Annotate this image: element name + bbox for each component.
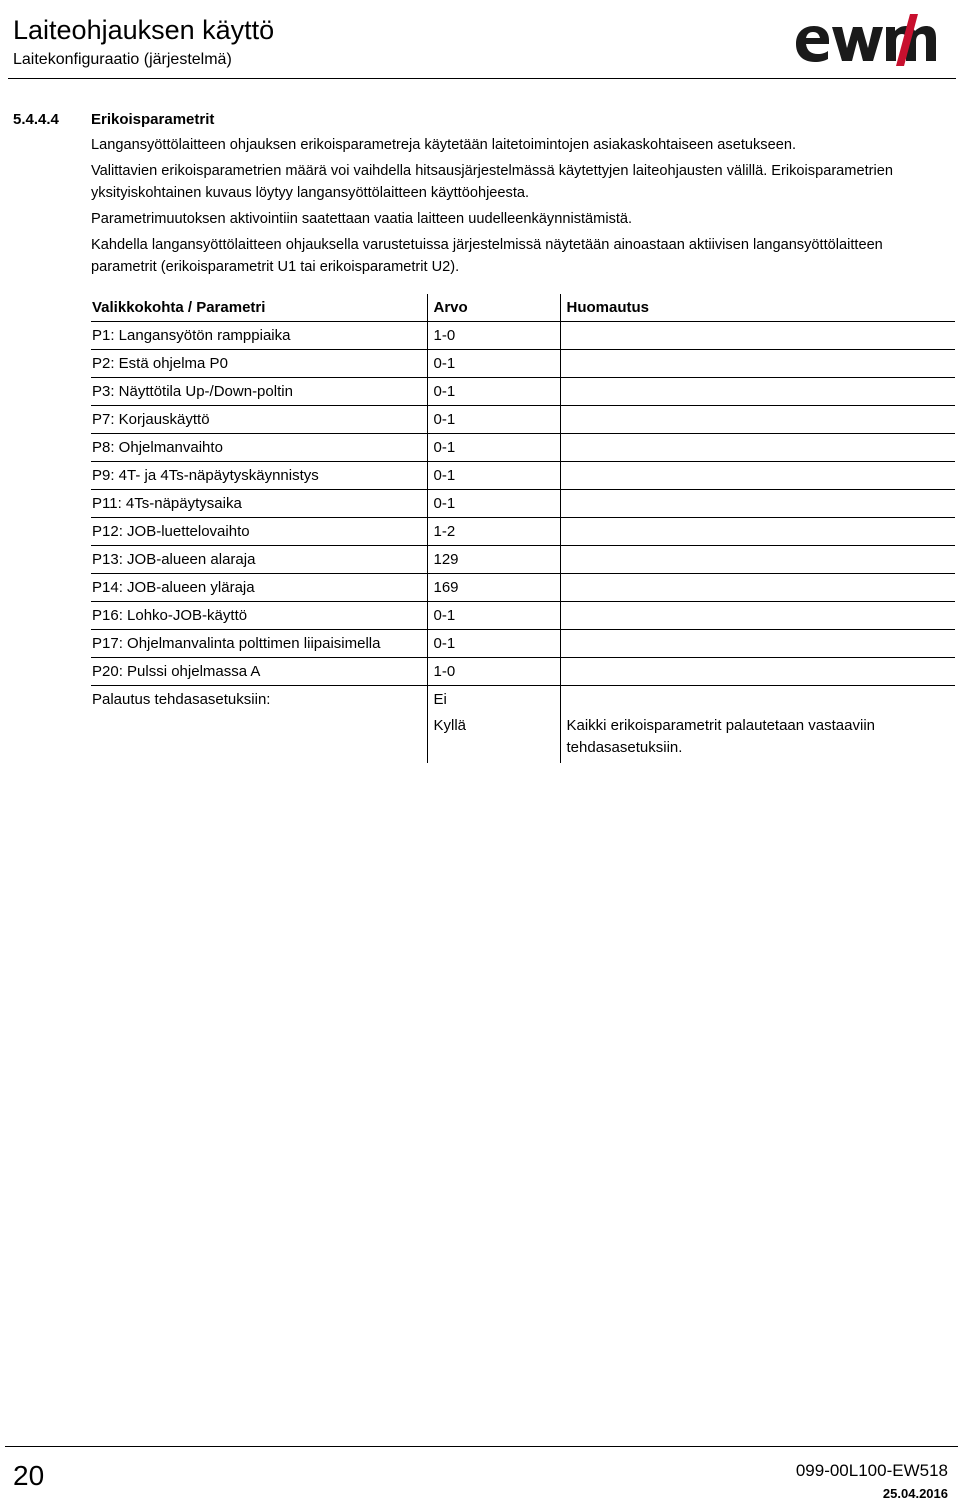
param-name: P2: Estä ohjelma P0	[91, 350, 427, 378]
table-row	[91, 434, 955, 462]
header-note: Huomautus	[560, 294, 955, 322]
param-note	[560, 406, 955, 434]
param-name: P9: 4T- ja 4Ts-näpäytyskäynnistys	[91, 462, 427, 490]
param-note	[560, 434, 955, 462]
table-row	[91, 462, 955, 490]
page-number: 20	[13, 1460, 45, 1491]
param-name	[91, 713, 427, 763]
footer-divider	[5, 1446, 958, 1447]
paragraph-dual-feeder: Kahdella langansyöttölaitteen ohjauksella varustetuissa järjestelmissä näytetään ainoastaan aktiivisen langansyöttölaitteen parametrit (erikoisparametrit U1 tai erikoisparametrit U2).	[91, 237, 883, 275]
reset-note: Kaikki erikoisparametrit palautetaan vastaaviin tehdasasetuksiin.	[560, 713, 955, 763]
param-name: P17: Ohjelmanvalinta polttimen liipaisimella	[91, 630, 427, 658]
document-date: 25.04.2016	[882, 1486, 948, 1501]
param-value: 0-1	[427, 378, 560, 406]
section-title: Erikoisparametrit	[91, 111, 215, 128]
table-row	[91, 546, 955, 574]
param-note	[560, 574, 955, 602]
param-name: P14: JOB-alueen yläraja	[91, 574, 427, 602]
table-row	[91, 350, 955, 378]
param-note	[560, 378, 955, 406]
page-subtitle: Laitekonfiguraatio (järjestelmä)	[13, 51, 232, 68]
param-note	[560, 490, 955, 518]
table-row	[91, 322, 955, 350]
param-name: P16: Lohko-JOB-käyttö	[91, 602, 427, 630]
param-name: Palautus tehdasasetuksiin:	[92, 691, 271, 708]
table-row	[91, 518, 955, 546]
param-note	[560, 462, 955, 490]
param-value: 0-1	[427, 630, 560, 658]
header-value: Arvo	[427, 294, 560, 322]
param-note	[560, 546, 955, 574]
param-name: P20: Pulssi ohjelmassa A	[91, 658, 427, 686]
paragraph-restart: Parametrimuutoksen aktivointiin saatettaan vaatia laitteen uudelleenkäynnistämistä.	[91, 211, 633, 227]
param-value: 1-2	[427, 518, 560, 546]
param-name: P11: 4Ts-näpäytysaika	[91, 490, 427, 518]
param-value: 0-1	[427, 462, 560, 490]
param-note	[560, 658, 955, 686]
table-header-row	[91, 294, 955, 322]
param-value: 0-1	[427, 406, 560, 434]
param-value: 1-0	[427, 322, 560, 350]
header-parameter: Valikkokohta / Parametri	[91, 294, 427, 322]
document-number: 099-00L100-EW518	[795, 1461, 948, 1480]
table-row	[91, 602, 955, 630]
table-row	[91, 574, 955, 602]
param-name: P3: Näyttötila Up-/Down-poltin	[91, 378, 427, 406]
param-name: P8: Ohjelmanvaihto	[91, 434, 427, 462]
paragraph-availability: Valittavien erikoisparametrien määrä voi vaihdella hitsausjärjestelmässä käytettyjen laiteohjausten välillä. Erikoisparametrien yksityiskohtainen kuvaus löytyy langansyöttölaitteen käyttöohjeesta.	[91, 163, 893, 201]
table-row	[91, 658, 955, 686]
param-note	[560, 518, 955, 546]
param-name: P13: JOB-alueen alaraja	[91, 546, 427, 574]
param-value: 0-1	[427, 490, 560, 518]
param-name: P1: Langansyötön ramppiaika	[91, 322, 427, 350]
table-row-reset	[91, 686, 955, 714]
param-value: 1-0	[427, 658, 560, 686]
param-value: 0-1	[427, 602, 560, 630]
param-value: 169	[427, 574, 560, 602]
reset-option-yes: Kyllä	[427, 713, 560, 763]
param-note	[560, 350, 955, 378]
parameter-table	[91, 294, 955, 763]
param-note	[560, 322, 955, 350]
param-name: P12: JOB-luettelovaihto	[91, 518, 427, 546]
param-note	[560, 630, 955, 658]
param-note	[560, 602, 955, 630]
table-row-reset-yes	[91, 713, 955, 763]
param-value: 0-1	[427, 434, 560, 462]
paragraph-intro: Langansyöttölaitteen ohjauksen erikoisparametreja käytetään laitetoimintojen asiakaskohtaiseen asetukseen.	[91, 137, 796, 153]
header-divider	[8, 78, 956, 79]
table-row	[91, 406, 955, 434]
reset-option-no: Ei	[427, 686, 560, 714]
table-row	[91, 630, 955, 658]
ewm-logo	[792, 10, 938, 68]
param-name: P7: Korjauskäyttö	[91, 406, 427, 434]
param-note	[560, 686, 955, 714]
param-value: 0-1	[427, 350, 560, 378]
table-row	[91, 490, 955, 518]
section-number: 5.4.4.4	[13, 111, 59, 128]
table-row	[91, 378, 955, 406]
page-title: Laiteohjauksen käyttö	[13, 15, 275, 45]
param-value: 129	[427, 546, 560, 574]
